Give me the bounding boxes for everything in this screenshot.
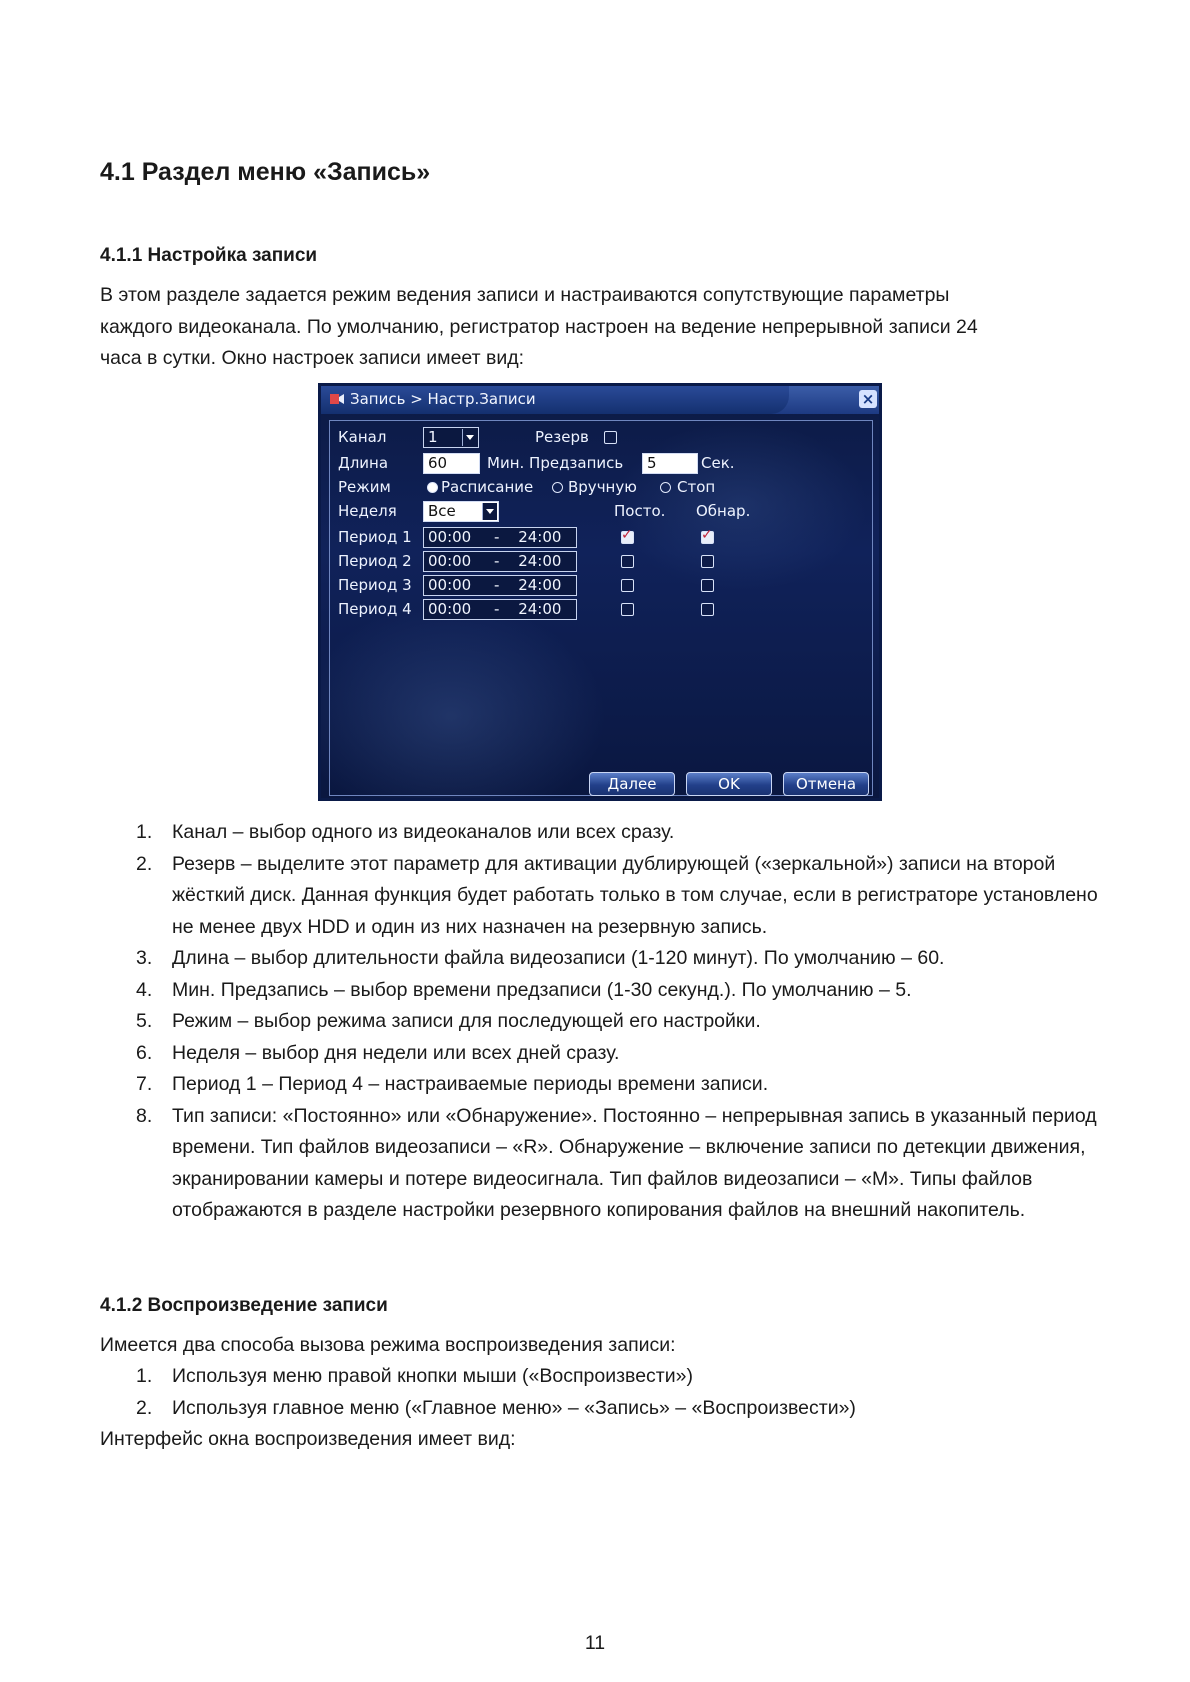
list-item-text: Резерв – выделите этот параметр для активации дублирующей («зеркальной») записи на второй жёсткий диск. Данная функция будет работать только в том случае, если в регистраторе установлено не менее двух HDD и один из них назначен на резервную запись. [172,852,1098,938]
subsection-title-playback: 4.1.2 Воспроизведение записи [100,1295,388,1316]
period-range-dash: - [494,600,500,618]
list-item [100,1393,1100,1425]
list-item-text: Неделя – выбор дня недели или всех дней сразу. [172,1041,620,1064]
week-value: Все [428,502,456,520]
period-range-dash: - [494,552,500,570]
length-input[interactable]: 60 [423,453,480,474]
period-end-time: 24:00 [518,552,562,570]
list-item-text: Период 1 – Период 4 – настраиваемые периоды времени записи. [172,1073,769,1095]
playback-outro: Интерфейс окна воспроизведения имеет вид: [100,1428,516,1450]
list-item [100,817,1100,849]
mode-stop-label: Стоп [677,478,716,496]
dialog-title: Запись > Настр.Записи [350,390,536,408]
mode-manual-label: Вручную [568,478,637,496]
playback-intro: Имеется два способа вызова режима воспроизведения записи: [100,1334,676,1356]
intro-line: каждого видеоканала. По умолчанию, регистратор настроен на ведение непрерывной записи 24 [100,315,978,338]
section-heading: 4.1 Раздел меню «Запись» [100,158,431,186]
list-item-text: Тип записи: «Постоянно» или «Обнаружение». Постоянно – непрерывная запись в указанный период времени. Тип файлов видеозаписи – «R». Обнаружение – включение записи по детекции движения, экранировании камеры и потере видеосигнала. Тип файлов видеозаписи – «M». Типы файлов отображаются в разделе настройки резервного копирования файлов на внешний накопитель. [172,1104,1097,1221]
record-icon [330,393,344,405]
close-button[interactable]: × [859,390,877,408]
period-range-dash: - [494,528,500,546]
list-item [100,1101,1100,1227]
intro-line: часа в сутки. Окно настроек записи имеет вид: [100,347,525,369]
week-label: Неделя [338,502,397,520]
list-item [100,943,1100,975]
period-label: Период 4 [338,600,412,618]
list-item-text: Используя главное меню («Главное меню» – «Запись» – «Воспроизвести») [172,1396,856,1419]
ok-button[interactable]: OK [686,772,772,796]
prerecord-label: Мин. Предзапись [487,454,624,472]
period-time-range[interactable] [423,527,577,548]
intro-paragraph [100,280,1098,375]
mode-schedule-label: Расписание [441,478,534,496]
checkmark-icon: ✓ [621,527,633,543]
period-end-time: 24:00 [518,576,562,594]
period-detect-checkbox[interactable] [701,579,714,592]
period-constant-checkbox[interactable] [621,555,634,568]
list-item-text: Канал – выбор одного из видеоканалов или всех сразу. [172,821,675,843]
reserve-checkbox[interactable] [604,431,617,444]
record-settings-dialog [318,383,882,801]
mode-schedule-radio[interactable] [427,482,438,493]
reserve-label: Резерв [535,428,589,446]
list-item-number: 6. [136,1041,153,1064]
cancel-button[interactable]: Отмена [783,772,869,796]
period-constant-checkbox[interactable] [621,603,634,616]
list-item [100,975,1100,1007]
list-item-number: 5. [136,1010,153,1032]
period-start-time: 00:00 [428,552,472,570]
list-item-number: 4. [136,978,153,1001]
intro-line: В этом разделе задается режим ведения записи и настраиваются сопутствующие параметры [100,284,950,306]
constant-column-header: Посто. [614,502,666,520]
next-button[interactable]: Далее [589,772,675,796]
period-constant-checkbox[interactable] [621,579,634,592]
list-item-number: 1. [136,1365,153,1387]
channel-label: Канал [338,428,387,446]
page-number: 11 [584,1632,606,1654]
period-start-time: 00:00 [428,600,472,618]
list-item [100,1038,1100,1070]
dialog-title-bar [321,386,882,414]
list-item [100,1069,1100,1101]
period-label: Период 2 [338,552,412,570]
list-item-text: Используя меню правой кнопки мыши («Воспроизвести») [172,1365,693,1387]
record-settings-list [100,817,1100,1227]
list-item-number: 1. [136,821,153,843]
period-constant-checkbox[interactable] [621,527,634,544]
period-start-time: 00:00 [428,576,472,594]
mode-manual-radio[interactable] [552,482,563,493]
list-item-number: 2. [136,852,153,875]
period-detect-checkbox[interactable] [701,603,714,616]
channel-value: 1 [428,428,438,446]
period-time-range[interactable] [423,599,577,620]
seconds-label: Сек. [701,454,735,472]
channel-dropdown[interactable] [423,427,479,448]
prerecord-input[interactable]: 5 [642,453,698,474]
chevron-down-icon [482,503,497,520]
period-range-dash: - [494,576,500,594]
period-time-range[interactable] [423,551,577,572]
mode-label: Режим [338,478,391,496]
list-item-number: 7. [136,1073,153,1095]
period-label: Период 3 [338,576,412,594]
list-item-text: Режим – выбор режима записи для последующей его настройки. [172,1010,761,1032]
subsection-title-record-settings: 4.1.1 Настройка записи [100,245,318,266]
length-label: Длина [338,454,389,472]
checkmark-icon: ✓ [701,527,713,543]
list-item-number: 2. [136,1396,153,1419]
period-end-time: 24:00 [518,528,562,546]
mode-stop-radio[interactable] [660,482,671,493]
period-detect-checkbox[interactable] [701,527,714,544]
period-end-time: 24:00 [518,600,562,618]
chevron-down-icon [462,429,477,446]
detect-column-header: Обнар. [696,502,751,520]
list-item [100,1361,1100,1393]
week-dropdown[interactable] [423,501,499,522]
list-item-text: Длина – выбор длительности файла видеозаписи (1-120 минут). По умолчанию – 60. [172,947,945,969]
period-detect-checkbox[interactable] [701,555,714,568]
period-label: Период 1 [338,528,412,546]
period-start-time: 00:00 [428,528,472,546]
playback-methods-list [100,1361,1100,1424]
list-item [100,1006,1100,1038]
list-item-number: 3. [136,947,153,969]
list-item [100,849,1100,944]
period-time-range[interactable] [423,575,577,596]
list-item-text: Мин. Предзапись – выбор времени предзаписи (1-30 секунд.). По умолчанию – 5. [172,978,912,1001]
list-item-number: 8. [136,1104,153,1127]
